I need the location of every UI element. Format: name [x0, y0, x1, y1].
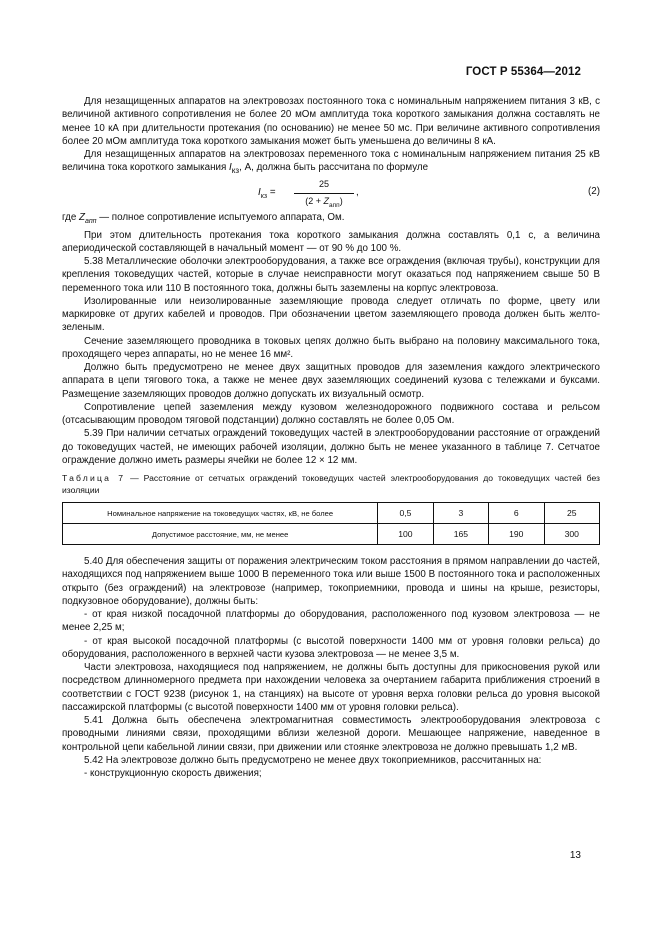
formula-where [62, 211, 600, 228]
paragraph: 5.41 Должна быть обеспечена электромагнитная совместимость электрооборудования электровоза с проводными линиями связи, проходящими вблизи железной дороги. Мешающее напряжение, наведенное в контрольной цепи кабельной линии связи, при движении или стоянке электровоза не должно превышать 1,2 мВ. [62, 715, 600, 753]
paragraph: Сопротивление цепей заземления между кузовом железнодорожного подвижного состава и рельсом (отсасывающим проводом тяговой подстанции) должно составлять не более 0,05 Ом. [62, 401, 600, 427]
where-lead: где [62, 212, 80, 224]
formula-den-close: ) [339, 195, 343, 206]
paragraph: 5.40 Для обеспечения защиты от поражения электрическим током расстояния в прямом направлении до частей, находящихся под напряжением выше 1000 В переменного тока или выше 1500 В постоянного тока и расположенных открыто (без ограждений) на электровозе (например, токоприемники, провода и шины на крыше, резисторы, подкузовное оборудование), должны быть: [62, 556, 600, 607]
table-cell: 100 [378, 524, 433, 545]
paragraph: 5.39 При наличии сетчатых ограждений токоведущих частей в электрооборудовании расстояние от ограждений до токоведущих частей, не имеющих рабочей изоляции, должно быть не менее указанного в таблице 7. Сетчатое ограждение должно иметь размеры ячейки не более 12 × 12 мм. [62, 428, 600, 466]
formula-number: (2) [588, 186, 600, 198]
where-symbol: Z [79, 212, 86, 224]
table-row-header: Номинальное напряжение на токоведущих частях, кВ, не более [63, 503, 378, 524]
formula-numerator: 25 [294, 178, 354, 193]
paragraph: 5.42 На электровозе должно быть предусмотрено не менее двух токоприемников, рассчитанных на: [84, 754, 542, 766]
paragraph: Части электровоза, находящиеся под напряжением, не должны быть доступны для прикосновения рукой или посредством длинномерного предмета при нахождении человека за очертанием габарита приближения строений в соответствии с ГОСТ 9238 (рисунок 1, на станциях) на высоте от уровня верха головки рельса до уровня высокой пассажирской платформы (с высотой поверхности 1400 мм от уровня головки рельса). [62, 662, 600, 713]
paragraph: Должно быть предусмотрено не менее двух защитных проводов для заземления каждого электрического аппарата в цепи тягового тока, а также не менее двух заземляющих соединений кузова с тележками и буксами. Размещение заземляющих проводов должно допускать их визуальный осмотр. [62, 362, 600, 400]
list-item: - конструкционную скорость движения; [84, 768, 262, 780]
table-cell: 165 [433, 524, 488, 545]
table-cell: 3 [433, 503, 488, 524]
formula-lhs [258, 186, 276, 203]
formula-2 [62, 178, 600, 208]
table-row [63, 524, 600, 545]
standard-header: ГОСТ Р 55364—2012 [465, 66, 581, 78]
formula-den-sub: апп [329, 201, 340, 209]
paragraph: Сечение заземляющего проводника в токовых цепях должно быть выбрано на половину максимального тока, проходящего через аппараты, но не менее 16 мм². [62, 335, 600, 360]
formula-lhs-symbol: I [258, 187, 261, 199]
formula-den-open: (2 + [305, 195, 324, 206]
paragraph: Для незащищенных аппаратов на электровозах переменного тока с номинальным напряжением питания 25 кВ величина тока короткого замыкания $I_{кз}$, А, должна быть рассчитана по формуле [62, 149, 600, 176]
formula-den-symbol: Z [323, 195, 330, 206]
list-item: - от края низкой посадочной платформы до оборудования, расположенного под кузовом электровоза — не менее 2,25 м; [62, 609, 600, 634]
table-caption [62, 473, 600, 496]
formula-lhs-sub: кз [260, 193, 268, 201]
table-cell: 0,5 [378, 503, 433, 524]
table-caption-text: — Расстояние от сетчатых ограждений токоведущих частей электрооборудования до токоведущих частей без изоляции [62, 473, 600, 495]
table-cell: 6 [489, 503, 544, 524]
list-item: - от края высокой посадочной платформы (с высотой поверхности 1400 мм от уровня головки рельса) до оборудования, расположенного в верхней части кузова электровоза — не менее 3,5 м. [62, 635, 600, 660]
table-caption-label: Таблица 7 [62, 473, 126, 484]
formula-equals: = [267, 187, 276, 199]
formula-denominator [294, 194, 354, 212]
table-7 [62, 502, 600, 545]
table-cell: 300 [544, 524, 599, 545]
table-row-header: Допустимое расстояние, мм, не менее [63, 524, 378, 545]
formula-fraction [294, 178, 354, 211]
where-text: — полное сопротивление испытуемого аппарата, Ом. [96, 212, 345, 224]
paragraph: 5.38 Металлические оболочки электрооборудования, а также все ограждения (включая трубы), конструкции для крепления токоведущих частей, которые в случае неисправности могут оказаться под напряжением свыше 50 В переменного тока или 110 В постоянного тока, должны быть заземлены на корпус электровоза. [62, 256, 600, 294]
where-sub: апп [85, 218, 97, 226]
formula-trail: , [356, 187, 359, 199]
paragraph: Изолированные или неизолированные заземляющие провода следует отличать по форме, цвету или маркировке от других кабелей и проводов. При обозначении цветом заземляющего провода должен быть желто-зеленым. [62, 295, 600, 334]
paragraph: При этом длительность протекания тока короткого замыкания должна составлять 0,1 с, а величина апериодической составляющей в начальный момент — от 90 % до 100 %. [62, 229, 600, 254]
paragraph: Для незащищенных аппаратов на электровозах постоянного тока с номинальным напряжением питания 3 кВ, с величиной активного сопротивления не более 20 мОм амплитуда тока короткого замыкания должна составлять не менее 10 кА при длительности протекания (по основанию) не менее 50 мс. При величине активного сопротивления более 20 мОм амплитуда тока короткого замыкания может быть уменьшена до величины 8 кА. [62, 96, 600, 147]
page-number: 13 [569, 850, 581, 861]
table-cell: 190 [489, 524, 544, 545]
table-row [63, 503, 600, 524]
document-body [62, 95, 600, 780]
table-cell: 25 [544, 503, 599, 524]
